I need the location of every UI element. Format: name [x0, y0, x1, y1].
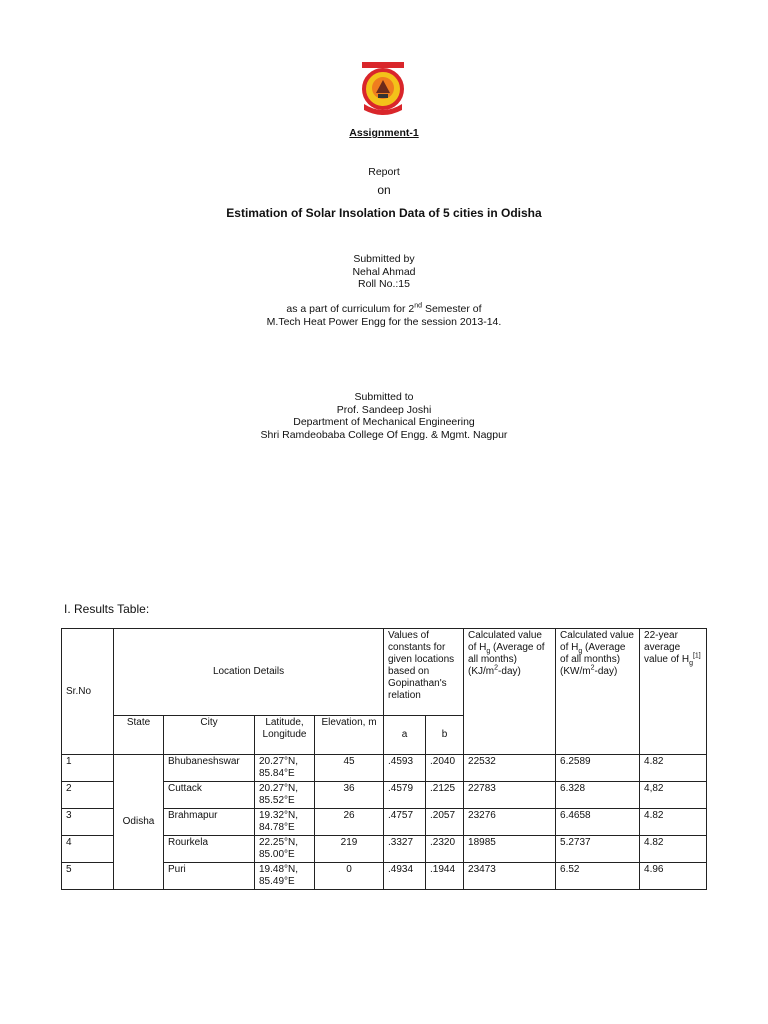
cell-kj: 22783: [464, 782, 556, 809]
cell-city: Bhubaneshswar: [164, 755, 255, 782]
cell-sr: 5: [62, 863, 114, 890]
cell-b: .2040: [426, 755, 464, 782]
cell-b: .2320: [426, 836, 464, 863]
cell-a: .4757: [384, 809, 426, 836]
cell-latlon: 22.25°N, 85.00°E: [255, 836, 315, 863]
college-logo: [358, 60, 408, 118]
cell-latlon: 20.27°N, 85.52°E: [255, 782, 315, 809]
header-latlon: Latitude, Longitude: [255, 716, 315, 755]
header-city: City: [164, 716, 255, 755]
cell-elevation: 36: [315, 782, 384, 809]
cell-b: .2057: [426, 809, 464, 836]
cell-b: .1944: [426, 863, 464, 890]
cell-sr: 2: [62, 782, 114, 809]
program-line: M.Tech Heat Power Engg for the session 2013-14.: [266, 315, 502, 328]
submitted-by-block: [0, 253, 768, 291]
department-name: Department of Mechanical Engineering: [293, 416, 475, 429]
cell-latlon: 19.48°N, 85.49°E: [255, 863, 315, 890]
submitted-by-label: Submitted by: [353, 253, 415, 265]
professor-name: Prof. Sandeep Joshi: [336, 403, 432, 416]
cell-elevation: 219: [315, 836, 384, 863]
cell-22year: 4.82: [640, 755, 707, 782]
report-title: Estimation of Solar Insolation Data of 5 cities in Odisha: [226, 206, 542, 220]
college-name: Shri Ramdeobaba College Of Engg. & Mgmt. Nagpur: [260, 428, 508, 441]
cell-sr: 1: [62, 755, 114, 782]
header-a: a: [384, 716, 426, 755]
cell-kj: 22532: [464, 755, 556, 782]
cell-kw: 5.2737: [556, 836, 640, 863]
assignment-heading: Assignment-1: [349, 127, 419, 139]
header-state: State: [114, 716, 164, 755]
header-b: b: [426, 716, 464, 755]
cell-sr: 4: [62, 836, 114, 863]
cell-a: .4593: [384, 755, 426, 782]
cell-latlon: 20.27°N, 85.84°E: [255, 755, 315, 782]
header-calc-kj: Calculated value of $H_g$ (Average of all months) $(KJ/m^2-day)$: [464, 629, 556, 755]
cell-elevation: 0: [315, 863, 384, 890]
submitted-to-label: Submitted to: [354, 391, 414, 403]
cell-sr: 3: [62, 809, 114, 836]
cell-city: Brahmapur: [164, 809, 255, 836]
header-constants: Values of constants for given locations based on Gopinathan's relation: [384, 629, 464, 716]
report-label: Report: [368, 166, 400, 178]
cell-b: .2125: [426, 782, 464, 809]
results-table: [61, 628, 707, 890]
curriculum-block: [0, 303, 768, 328]
header-location: Location Details: [114, 629, 384, 716]
cell-22year: 4.96: [640, 863, 707, 890]
on-label: on: [377, 183, 391, 197]
cell-kw: 6.4658: [556, 809, 640, 836]
cell-state: Odisha: [114, 755, 164, 890]
roll-number: Roll No.:15: [358, 278, 410, 291]
cell-city: Rourkela: [164, 836, 255, 863]
cell-a: .4934: [384, 863, 426, 890]
cell-kw: 6.2589: [556, 755, 640, 782]
cell-kw: 6.52: [556, 863, 640, 890]
student-name: Nehal Ahmad: [352, 265, 416, 278]
cell-kj: 23473: [464, 863, 556, 890]
table-row: [62, 755, 707, 782]
cell-latlon: 19.32°N, 84.78°E: [255, 809, 315, 836]
cell-22year: 4.82: [640, 836, 707, 863]
cell-kj: 23276: [464, 809, 556, 836]
cell-city: Cuttack: [164, 782, 255, 809]
submitted-to-block: [0, 391, 768, 441]
curriculum-line: as a part of curriculum for 2nd Semester of: [286, 302, 482, 315]
cell-kw: 6.328: [556, 782, 640, 809]
cell-city: Puri: [164, 863, 255, 890]
header-calc-kw: Calculated value of $H_g$ (Average of all months) $(KW/m^2-day)$: [556, 629, 640, 755]
cell-22year: 4.82: [640, 809, 707, 836]
header-elevation: Elevation, m: [315, 716, 384, 755]
header-22year: 22-year average value of $H_g[1]$: [640, 629, 707, 755]
section-title: I. Results Table:: [64, 602, 150, 616]
cell-a: .3327: [384, 836, 426, 863]
cell-22year: 4,82: [640, 782, 707, 809]
header-srno: Sr.No: [62, 629, 114, 755]
cell-elevation: 26: [315, 809, 384, 836]
cell-a: .4579: [384, 782, 426, 809]
cell-kj: 18985: [464, 836, 556, 863]
cell-elevation: 45: [315, 755, 384, 782]
